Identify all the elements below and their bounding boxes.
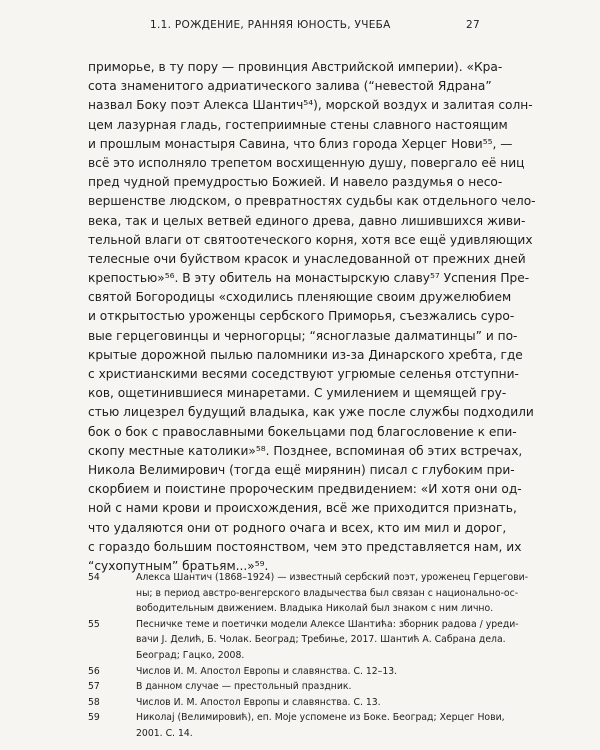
footnote-line: Београд; Гацко, 2008. xyxy=(136,649,245,661)
text-line: телесные очи буйством красок и унаследованной от прежних дней xyxy=(88,251,526,266)
text-line: “сухопутным” братьям...»⁵⁹. xyxy=(88,558,269,573)
text-line: назвал Боку поэт Алекса Шантич⁵⁴), морской воздух и залитая солн- xyxy=(88,98,533,113)
text-line: приморье, в ту пору — провинция Австрийской империи). «Кра- xyxy=(88,60,503,74)
text-line: ков, ощетинившиеся минаретами. С умилением и щемящей гру- xyxy=(88,386,507,401)
text-line: крытые дорожной пылью паломники из-за Динарского хребта, где xyxy=(88,347,523,362)
footnote-number: 54 xyxy=(88,572,100,583)
text-line: вершенстве людском, о превратностях судьбы как отдельного чело- xyxy=(88,194,536,209)
footnote-line: 2001. С. 14. xyxy=(136,727,193,739)
text-line: бок о бок с православными бокельцами под благословение к епи- xyxy=(88,424,517,439)
chapter-title: 1.1. РОЖДЕНИЕ, РАННЯЯ ЮНОСТЬ, УЧЕБА xyxy=(150,19,391,31)
text-line: стью лицезрел будущий владыка, как уже после службы подходили xyxy=(88,405,534,420)
footnote-line: вачи J. Делић, Б. Чолак. Београд; Требиње, 2017. Шантић А. Сабрана дела. xyxy=(136,634,506,646)
footnote-line: Алекса Шантич (1868–1924) — известный сербский поэт, уроженец Герцегови- xyxy=(136,572,529,583)
footnote-number: 56 xyxy=(88,665,100,677)
text-line: скопу местные католики»⁵⁸. Позднее, вспоминая об этих встречах, xyxy=(88,443,523,458)
footnotes xyxy=(88,570,529,742)
text-line: крепостью»⁵⁶. В эту обитель на монастырскую славу⁵⁷ Успения Пре- xyxy=(88,271,530,286)
text-line: ной с нами крови и происхождения, всё же приходится признать, xyxy=(88,501,517,516)
text-line: что удаляются они от родного очага и всех, кто им мил и дорог, xyxy=(88,520,507,535)
text-line: тельной влаги от святоотеческого корня, хотя все ещё удивляющих xyxy=(88,232,533,247)
footnote-line: Песничке теме и поетички модели Алексе Шантића: зборник радова / уреди- xyxy=(136,618,519,630)
footnote-number: 58 xyxy=(88,696,100,708)
text-line: Никола Велимирович (тогда ещё мирянин) писал с глубоким при- xyxy=(88,462,515,477)
page-number: 27 xyxy=(466,19,480,31)
footnote xyxy=(88,570,529,617)
footnote-line: В данном случае — престольный праздник. xyxy=(136,681,352,693)
text-line: и прошлым монастыря Савина, что близ города Херцег Нови⁵⁵, — xyxy=(88,136,513,151)
footnote xyxy=(88,679,498,695)
footnote xyxy=(88,710,505,741)
text-line: и открытостью уроженцы сербского Приморья, съезжались суро- xyxy=(88,309,515,324)
text-line: цем лазурная гладь, гостеприимные стены славного настоящим xyxy=(88,117,508,132)
footnote-line: Числов И. М. Апостол Европы и славянства. С. 13. xyxy=(136,696,381,708)
footnote-line: вободительным движением. Владыка Николай был знаком с ним лично. xyxy=(136,603,494,615)
footnote-number: 59 xyxy=(88,712,100,724)
footnote-number: 57 xyxy=(88,681,100,693)
text-line: всё это исполняло трепетом восхищенную душу, повергало её ниц xyxy=(88,155,525,170)
text-line: века, так и целых ветвей единого древа, давно лишившихся живи- xyxy=(88,213,526,228)
text-line: скорбием и поистине пророческим предвидением: «И хотя они од- xyxy=(88,482,522,497)
footnote-number: 55 xyxy=(88,618,100,630)
text-line: с гораздо большим постоянством, чем это представляется нам, их xyxy=(88,539,522,554)
footnote-line: Числов И. М. Апостол Европы и славянства. С. 12–13. xyxy=(136,665,398,677)
footnote xyxy=(88,617,519,664)
text-line: с христианскими весями соседствуют угрюмые селенья отступни- xyxy=(88,367,519,381)
text-line: пред чудной премудростью Божией. И навело раздумья о несо- xyxy=(88,175,503,190)
main-text xyxy=(88,58,536,576)
footnote-line: Николај (Велимировић), еп. Моје успомене из Боке. Београд; Херцег Нови, xyxy=(136,712,505,724)
text-line: святой Богородицы «сходились пленяющие своим дружелюбием xyxy=(88,290,512,305)
footnote xyxy=(88,695,498,711)
footnote-line: ны; в период австро-венгерского владычества был связан с национально-ос- xyxy=(136,587,519,599)
text-line: сота знаменитого адриатического залива (“невестой Ядрана” xyxy=(88,79,492,94)
text-line: вые герцеговинцы и черногорцы; “ясноглазые далматинцы” и по- xyxy=(88,328,518,343)
footnote xyxy=(88,664,498,680)
